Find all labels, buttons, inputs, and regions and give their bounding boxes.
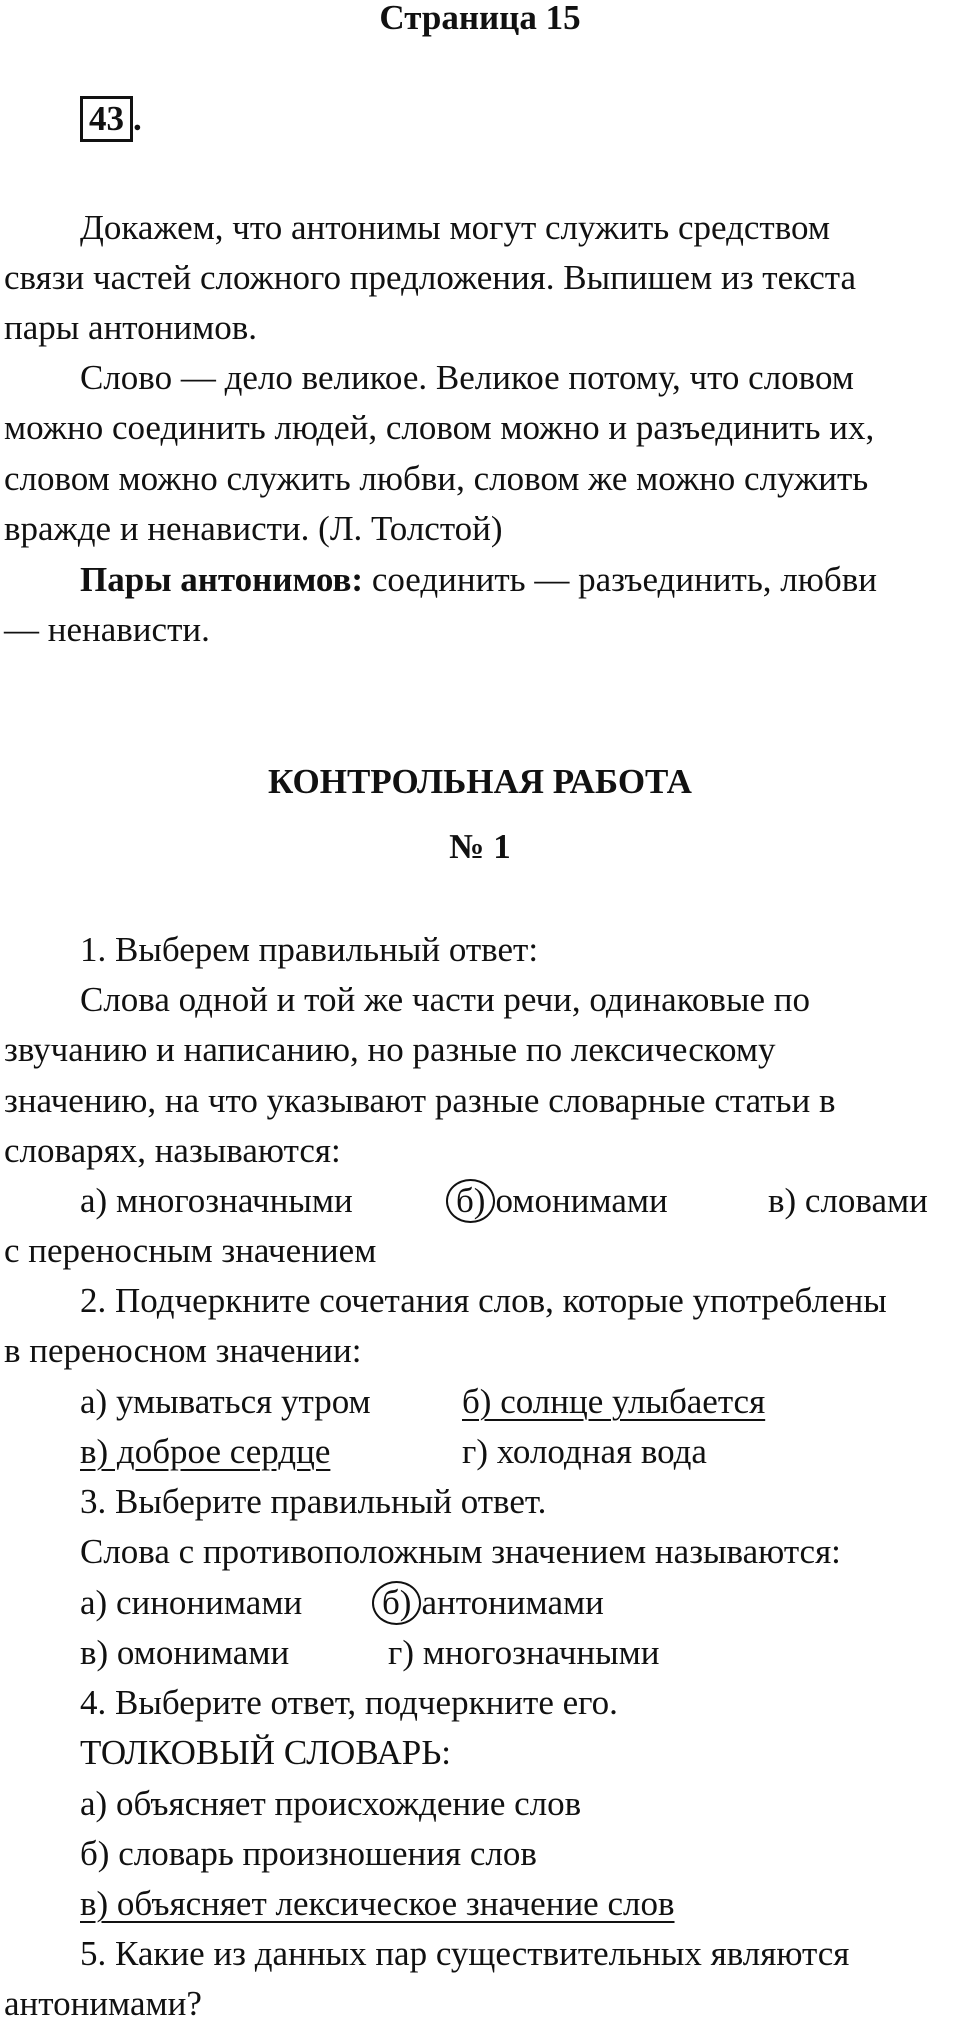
q5-question-line-2: антонимами? bbox=[4, 1984, 202, 2023]
q4-option-c bbox=[80, 1879, 956, 1929]
q4-option-b: б) словарь произношения слов bbox=[80, 1834, 537, 1873]
task43-p2-line-1: Слово — дело великое. Великое потому, что словом bbox=[80, 358, 854, 397]
task-number-line: 43 . bbox=[80, 94, 956, 144]
task43-p2-line-2: можно соединить людей, словом можно и разъединить их, bbox=[4, 408, 875, 447]
q1-question: 1. Выберем правильный ответ: bbox=[80, 930, 539, 969]
q2-option-d: г) холодная вода bbox=[462, 1432, 707, 1471]
q1-option-b-circle-mark: б) bbox=[446, 1179, 495, 1223]
task43-p1-line-2: связи частей сложного предложения. Выпишем из текста bbox=[4, 258, 857, 297]
q2-question-line-1: 2. Подчеркните сочетания слов, которые употреблены bbox=[80, 1281, 887, 1320]
q5-question-line-1: 5. Какие из данных пар существительных являются bbox=[80, 1934, 850, 1973]
q1-option-b-text: омонимами bbox=[495, 1181, 668, 1220]
q2-question-line-2: в переносном значении: bbox=[4, 1331, 362, 1370]
q4-question: 4. Выберите ответ, подчеркните его. bbox=[80, 1683, 618, 1722]
q4-option-a: а) объясняет происхождение слов bbox=[80, 1784, 582, 1823]
q3-option-d: г) многозначными bbox=[388, 1633, 660, 1672]
answer-text: соединить — разъединить, любви bbox=[363, 560, 877, 599]
q3-option-c: в) омонимами bbox=[80, 1633, 290, 1672]
q3-option-b-circle-mark: б) bbox=[372, 1581, 421, 1625]
q2-option-c: в) доброе сердце bbox=[80, 1432, 331, 1471]
q1-option-a: а) многозначными bbox=[80, 1181, 353, 1220]
q1-option-c-tail: с переносным значением bbox=[4, 1231, 377, 1270]
q4-heading: ТОЛКОВЫЙ СЛОВАРЬ: bbox=[80, 1733, 452, 1772]
q4-option-c-text: в) объясняет лексическое значение слов bbox=[80, 1884, 675, 1923]
task-number: 43 bbox=[89, 99, 124, 138]
q1-option-c: в) словами bbox=[768, 1181, 928, 1220]
task43-answer-line bbox=[80, 555, 956, 605]
q1-option-b bbox=[446, 1176, 668, 1226]
task43-p1-line-3: пары антонимов. bbox=[4, 308, 258, 347]
task43-p2-line-4: вражде и ненависти. (Л. Толстой) bbox=[4, 509, 503, 548]
task43-answer-tail: — ненависти. bbox=[4, 610, 210, 649]
q1-text-line-2: звучанию и написанию, но разные по лексическому bbox=[4, 1030, 776, 1069]
task-number-box bbox=[80, 96, 133, 142]
q2-option-b: б) солнце улыбается bbox=[462, 1382, 766, 1421]
q3-option-a: а) синонимами bbox=[80, 1583, 303, 1622]
q3-option-b-text: антонимами bbox=[421, 1583, 604, 1622]
q2-option-a: а) умываться утром bbox=[80, 1382, 371, 1421]
q3-text: Слова с противоположным значением называются: bbox=[80, 1532, 841, 1571]
q1-text-line-1: Слова одной и той же части речи, одинаковые по bbox=[80, 980, 810, 1019]
answer-label: Пары антонимов: bbox=[80, 560, 364, 599]
test-number: № 1 bbox=[449, 827, 511, 866]
q1-text-line-3: значению, на что указывают разные словарные статьи в bbox=[4, 1081, 836, 1120]
page-title: Страница 15 bbox=[379, 0, 581, 37]
test-title: КОНТРОЛЬНАЯ РАБОТА bbox=[268, 762, 692, 801]
task43-p1-line-1: Докажем, что антонимы могут служить средством bbox=[80, 208, 830, 247]
q3-question: 3. Выберите правильный ответ. bbox=[80, 1482, 547, 1521]
q3-option-b bbox=[372, 1578, 604, 1628]
task43-p2-line-3: словом можно служить любви, словом же можно служить bbox=[4, 459, 869, 498]
q1-text-line-4: словарях, называются: bbox=[4, 1131, 341, 1170]
